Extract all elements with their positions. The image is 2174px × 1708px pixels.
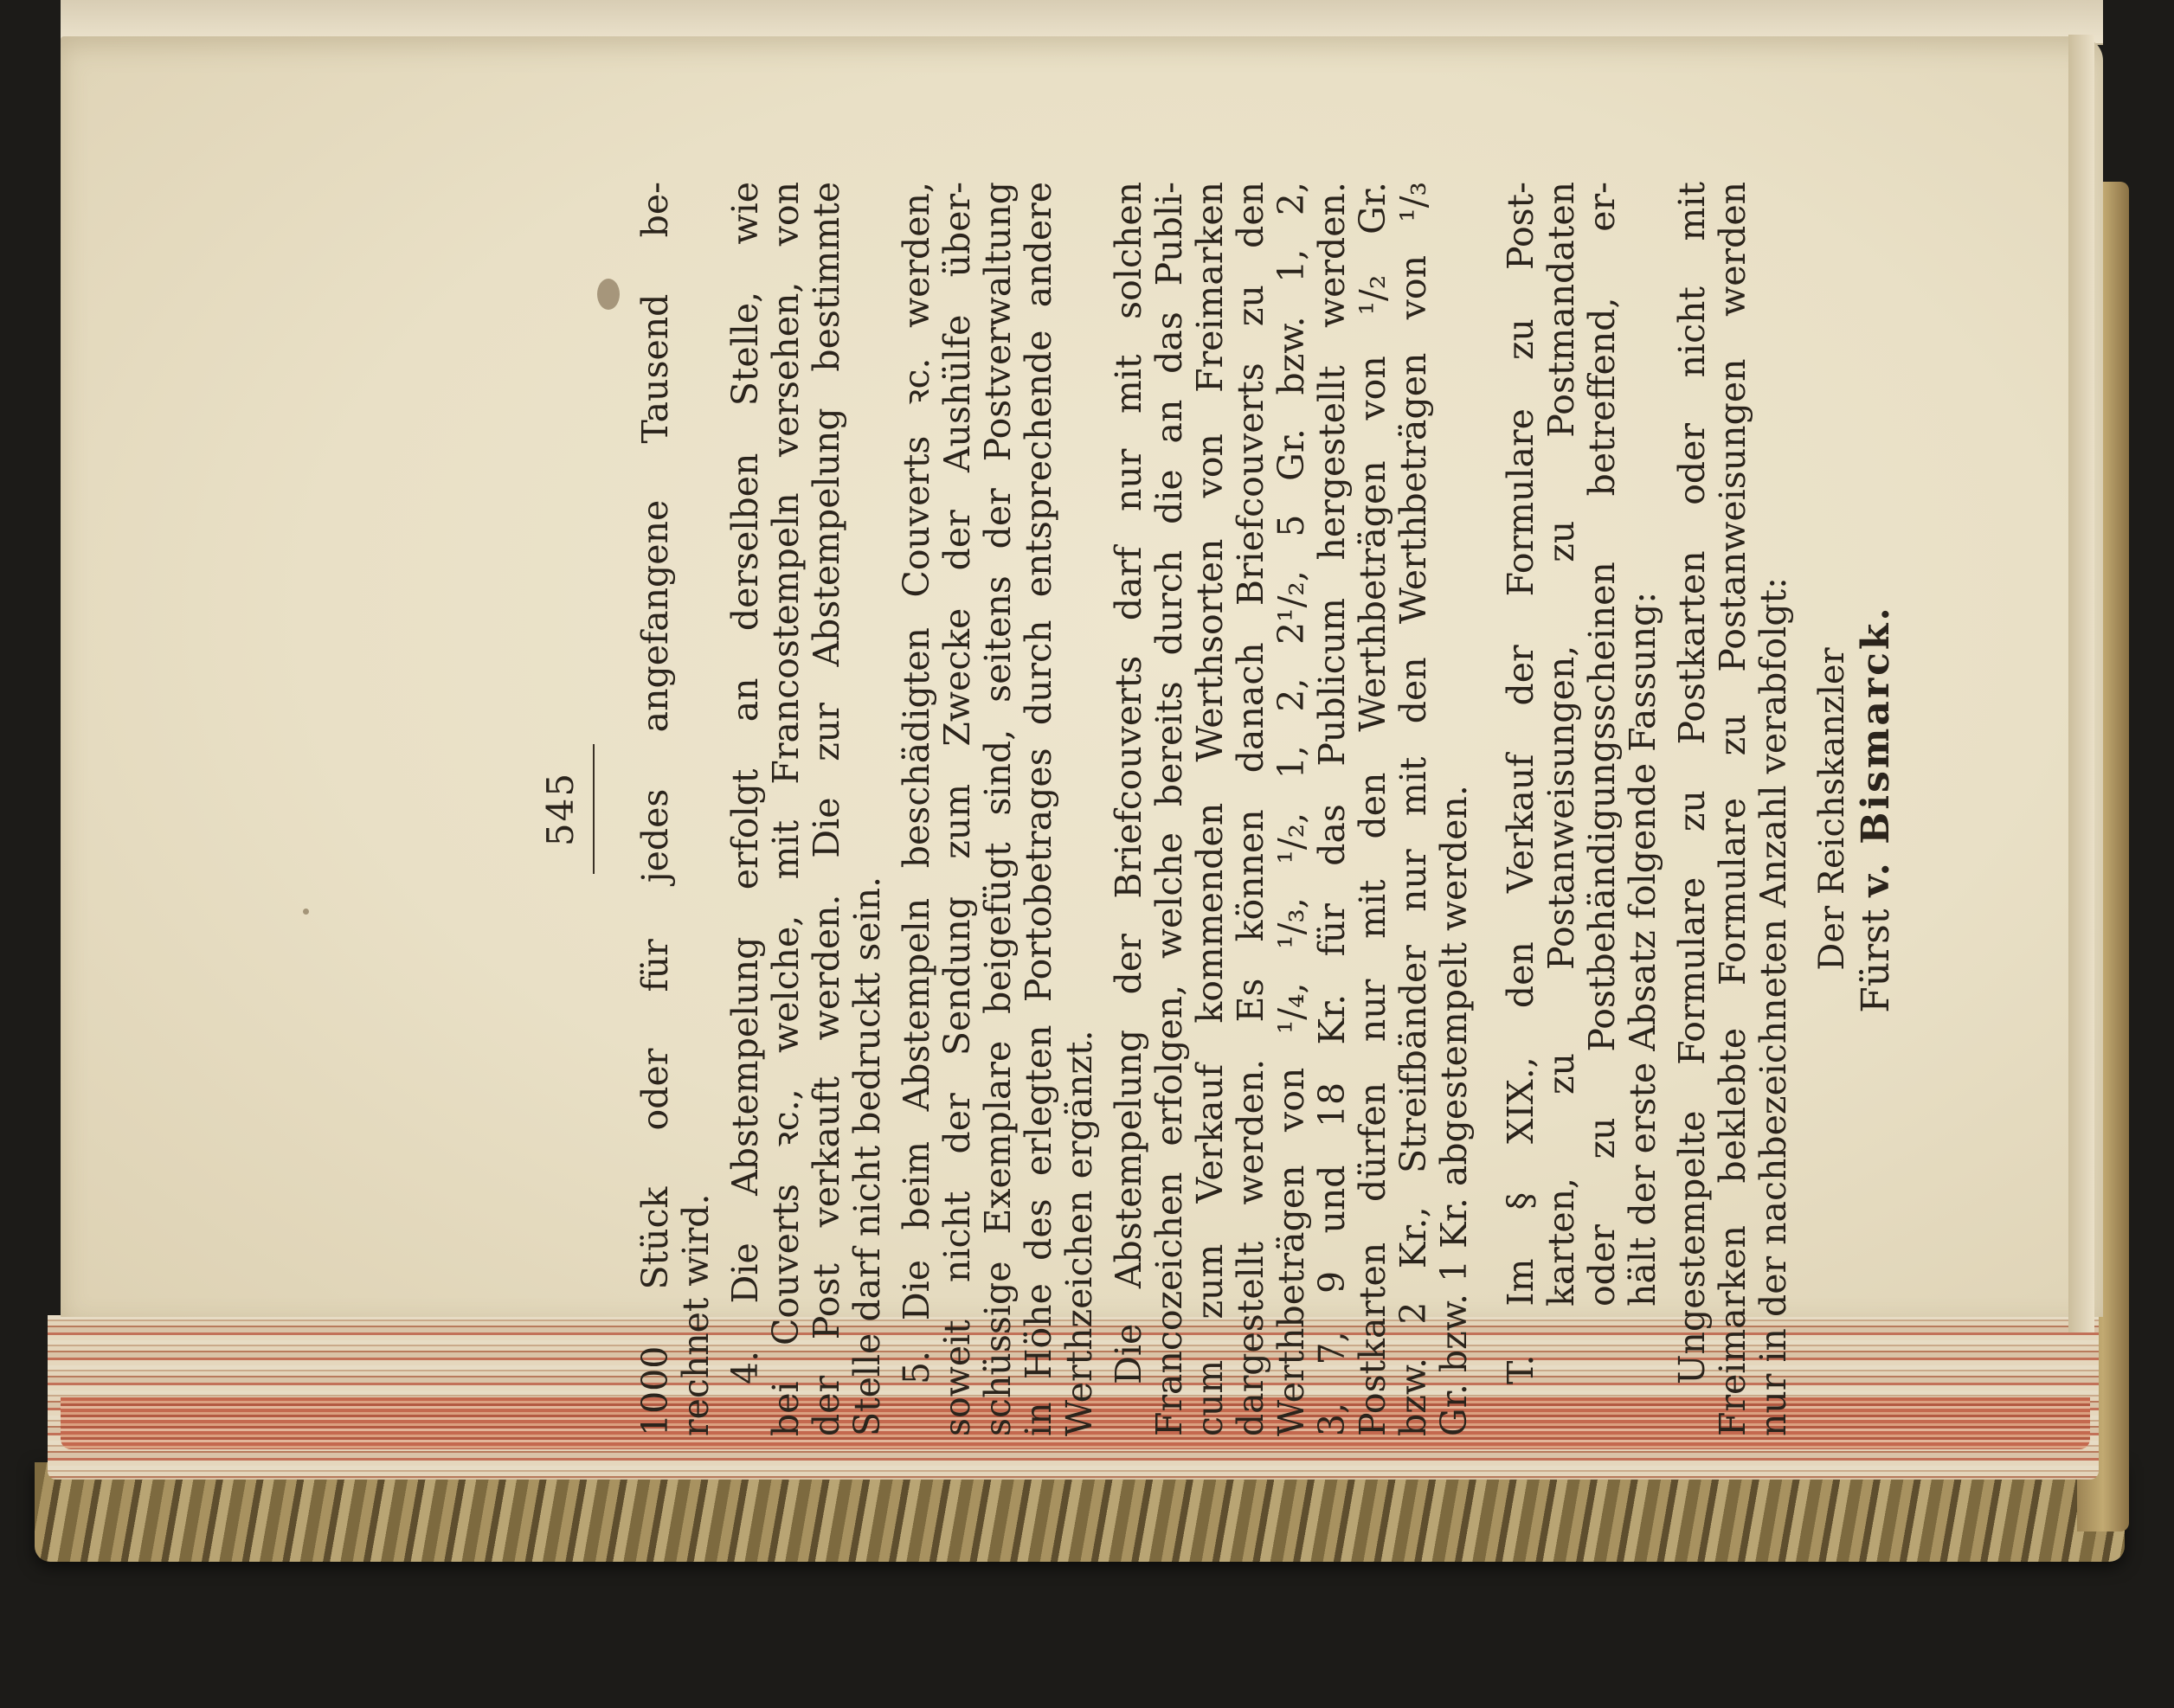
text-line: Postkarten dürfen nur mit den Werthbeträgen von ¹/₂ Gr. xyxy=(1352,182,1393,1436)
text-line: Ungestempelte Formulare zu Postkarten oder nicht mit xyxy=(1671,182,1713,1384)
text-line: in Höhe des erlegten Portobetrages durch entsprechende andere xyxy=(1018,182,1059,1436)
text-line: Werthzeichen ergänzt. xyxy=(1058,1030,1100,1436)
text-line: Francozeichen erfolgen, welche bereits durch die an das Publi- xyxy=(1148,182,1190,1436)
signature-title: Der Reichskanzler xyxy=(1812,647,1852,971)
text-line: soweit nicht der Sendung zum Zwecke der Aushülfe über- xyxy=(936,182,978,1436)
text-line: cum zum Verkauf kommenden Werthsorten von Freimarken xyxy=(1189,182,1231,1436)
text-line: Gr. bzw. 1 Kr. abgestempelt werden. xyxy=(1433,785,1475,1436)
text-line: dargestellt werden. Es können danach Briefcouverts zu den xyxy=(1230,182,1271,1436)
signature xyxy=(1854,182,1898,1436)
stain-spot xyxy=(303,909,309,915)
header-rule xyxy=(593,744,595,874)
page-gutter xyxy=(2068,35,2094,1332)
text-line: bei Couverts ꝛc., welche, mit Francostempeln versehen, von xyxy=(765,182,807,1436)
text-line: Die Abstempelung der Briefcouverts darf nur mit solchen xyxy=(1108,182,1149,1384)
text-line: hält der erste Absatz folgende Fassung: xyxy=(1622,591,1663,1307)
text-line: 1000 Stück oder für jedes angefangene Tausend be- xyxy=(634,182,676,1436)
text-line: oder zu Postbehändigungsscheinen betreffend, er- xyxy=(1581,182,1623,1307)
text-line: der Post verkauft werden. Die zur Abstempelung bestimmte xyxy=(806,182,847,1436)
text-line: karten, zu Postanweisungen, zu Postmandaten xyxy=(1540,182,1582,1307)
text-line: Werthbeträgen von ¹/₄, ¹/₃, ¹/₂, 1, 2, 2¹/₂, 5 Gr. bzw. 1, 2, xyxy=(1270,182,1312,1436)
text-line: T. Im § XIX., den Verkauf der Formulare zu Post- xyxy=(1500,182,1541,1384)
signature-prefix: Fürst xyxy=(1854,896,1898,1013)
text-line: schüssige Exemplare beigefügt sind, seitens der Postverwaltung xyxy=(977,182,1019,1436)
text-line: Stelle darf nicht bedruckt sein. xyxy=(846,876,888,1436)
text-line: bzw. 2 Kr., Streifbänder nur mit den Werthbeträgen von ¹/₃ xyxy=(1393,182,1434,1436)
text-line: 3, 7, 9 und 18 Kr. für das Publicum hergestellt werden. xyxy=(1311,182,1353,1436)
page-number: 545 xyxy=(539,771,582,847)
signature-name: v. Bismarck. xyxy=(1854,605,1898,897)
text-line: 5. Die beim Abstempeln beschädigten Couverts ꝛc. werden, xyxy=(896,182,937,1384)
text-line: Freimarken beklebte Formulare zu Postanweisungen werden xyxy=(1712,182,1753,1436)
text-line: 4. Die Abstempelung erfolgt an derselben Stelle, wie xyxy=(724,182,766,1384)
text-line: rechnet wird. xyxy=(675,1193,717,1436)
text-line: nur in der nachbezeichneten Anzahl verabfolgt: xyxy=(1753,577,1794,1436)
page-text xyxy=(539,182,1898,1436)
